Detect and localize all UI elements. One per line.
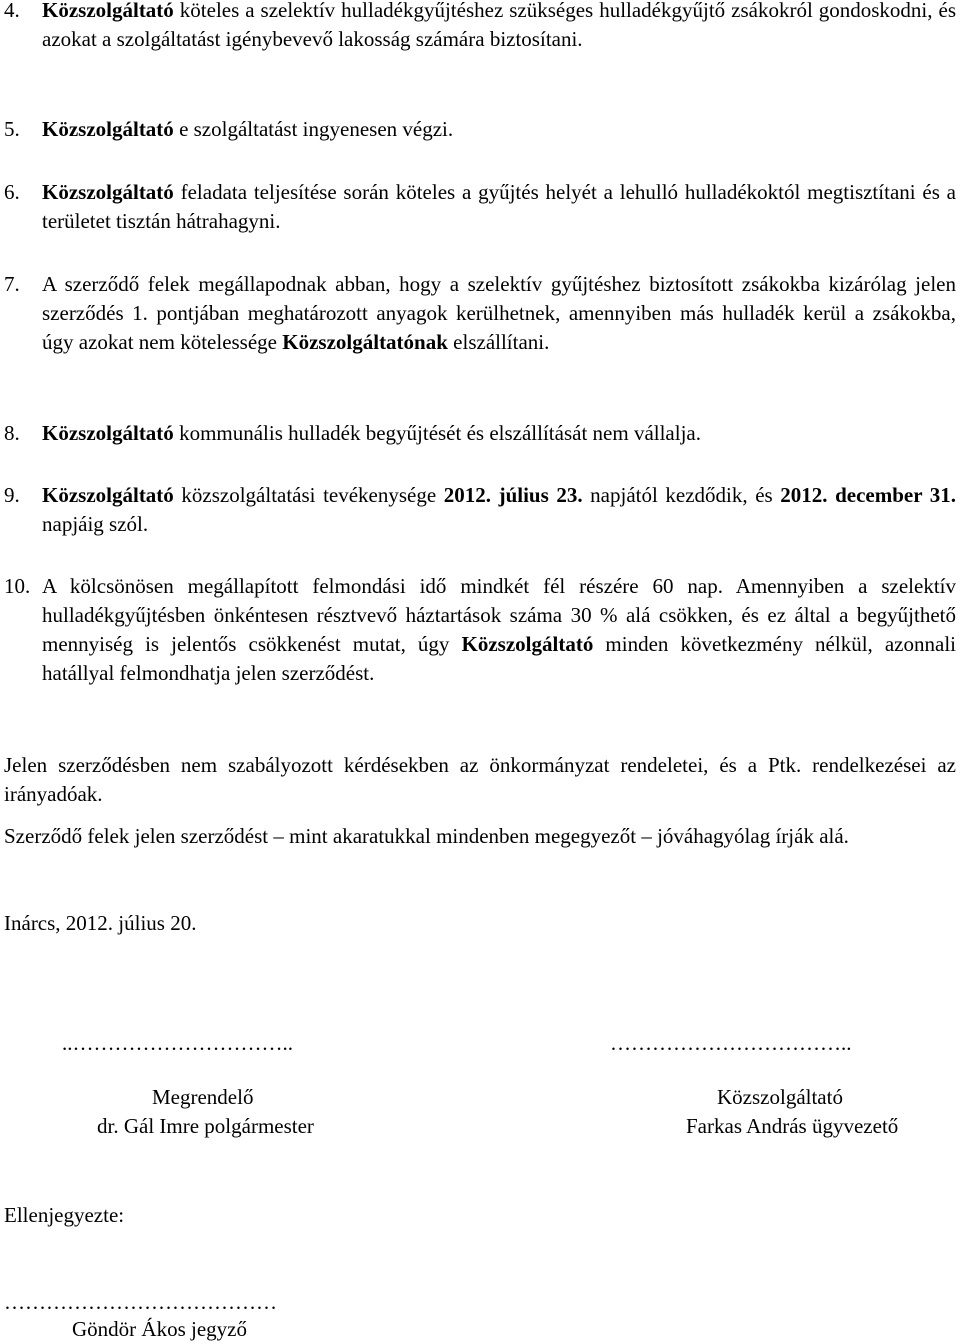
bold-term: Közszolgáltató <box>42 117 174 141</box>
clause-number: 8. <box>4 421 20 445</box>
clause-number: 6. <box>4 180 20 204</box>
text-run: köteles a szelektív hulladékgyűjtéshez szükséges hulladékgyűjtő zsákokról gondoskodni, és azokat a szolgáltatást igénybevevő lakosság számára biztosítani. <box>42 0 956 51</box>
clause-text <box>42 572 956 688</box>
clause-text <box>42 115 956 144</box>
bold-term: Közszolgáltató <box>42 0 174 22</box>
clause-10 <box>4 572 956 688</box>
countersigner-name: Göndör Ákos jegyző <box>72 1317 247 1341</box>
text-run: kommunális hulladék begyűjtését és elszállítását nem vállalja. <box>173 421 701 445</box>
text-run: minden következmény nélkül, azonnali hatállyal felmondhatja jelen szerződést. <box>42 632 956 685</box>
text-run: elszállítani. <box>447 330 550 354</box>
text-run: A szerződő felek megállapodnak abban, hogy a szelektív gyűjtéshez biztosított zsákokba kizárólag jelen szerződés 1. pontjában meghatározott anyagok kerülhetnek, amennyiben más hulladék kerül a zsákokba, úgy azokat nem kötelessége <box>42 272 956 354</box>
text-run: napjától kezdődik, és <box>582 483 781 507</box>
clause-6 <box>4 178 956 236</box>
countersign-line: ………………………………… <box>4 1290 277 1314</box>
governing-law-paragraph: Jelen szerződésben nem szabályozott kérdésekben az önkormányzat rendeletei, és a Ptk. rendelkezései az irányadóak. <box>4 753 956 806</box>
text-run: e szolgáltatást ingyenesen végzi. <box>173 117 454 141</box>
left-signer-role: Megrendelő <box>152 1085 254 1109</box>
clause-text <box>42 481 956 539</box>
left-signer-name: dr. Gál Imre polgármester <box>97 1114 314 1138</box>
bold-term: Közszolgáltató <box>42 483 174 507</box>
clause-8 <box>4 419 956 448</box>
clause-text <box>42 178 956 236</box>
clause-4 <box>4 0 956 54</box>
text-run: A kölcsönösen megállapított felmondási idő mindkét fél részére 60 nap. Amennyiben a szelektív hulladékgyűjtésben önkéntesen résztvevő háztartások száma 30 % alá csökken, és ez által a begyűjthető mennyiség is jelentős csökkenést mutat, úgy <box>42 574 956 656</box>
clause-number: 7. <box>4 272 20 296</box>
right-signature-line: …………………………….. <box>610 1031 852 1055</box>
clause-number: 10. <box>4 574 31 598</box>
clause-5 <box>4 115 956 144</box>
bold-term: 2012. július 23. <box>443 483 583 507</box>
clause-text <box>42 419 956 448</box>
bold-term: Közszolgáltató <box>42 421 174 445</box>
approval-paragraph: Szerződő felek jelen szerződést – mint akaratukkal mindenben megegyezőt – jóváhagyólag írják alá. <box>4 824 849 848</box>
bold-term: Közszolgáltató <box>42 180 174 204</box>
bold-term: 2012. december 31. <box>780 483 956 507</box>
place-and-date: Inárcs, 2012. július 20. <box>4 911 197 935</box>
countersign-label: Ellenjegyezte: <box>4 1203 125 1227</box>
right-signer-role: Közszolgáltató <box>717 1085 843 1109</box>
left-signature-line: ..………………………….. <box>62 1031 293 1055</box>
clause-text <box>42 270 956 357</box>
clause-number: 5. <box>4 117 20 141</box>
text-run: napjáig szól. <box>42 512 149 536</box>
text-run: feladata teljesítése során köteles a gyűjtés helyét a lehulló hulladékoktól megtisztítani és a területet tisztán hátrahagyni. <box>42 180 956 233</box>
clause-number: 4. <box>4 0 20 22</box>
clause-text <box>42 0 956 54</box>
right-signer-name: Farkas András ügyvezető <box>686 1114 899 1138</box>
bold-term: Közszolgáltatónak <box>282 330 448 354</box>
clause-9 <box>4 481 956 539</box>
bold-term: Közszolgáltató <box>461 632 594 656</box>
text-run: közszolgáltatási tevékenysége <box>173 483 444 507</box>
clause-number: 9. <box>4 483 20 507</box>
clause-7 <box>4 270 956 357</box>
